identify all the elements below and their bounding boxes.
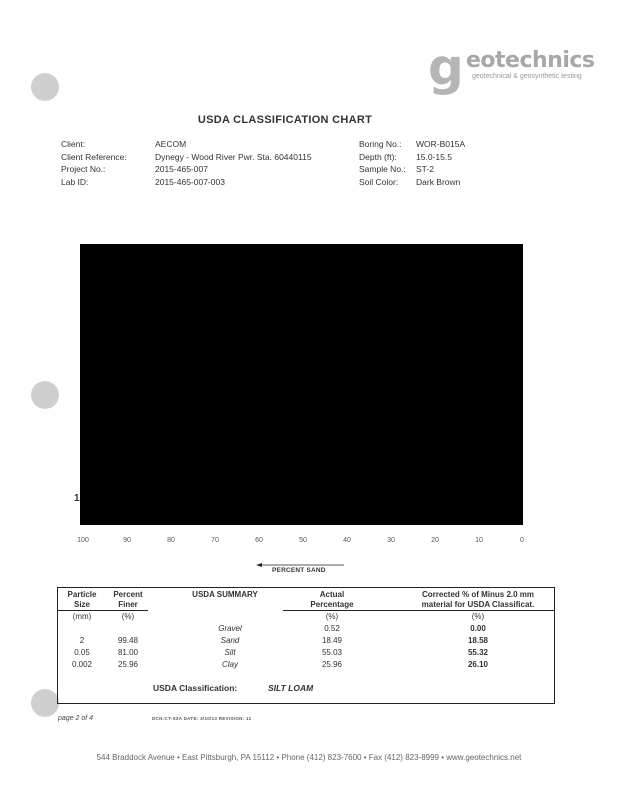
x-tick: 40 xyxy=(343,537,351,544)
hdr-percent-unit: (%) xyxy=(121,612,135,621)
info-label: Lab ID: xyxy=(61,176,89,187)
info-right-labels xyxy=(359,138,406,188)
info-label: Client: xyxy=(61,139,86,149)
hdr-actual-unit: (%) xyxy=(325,612,339,621)
x-tick: 90 xyxy=(123,537,131,544)
hdr-particle: Particle xyxy=(67,590,97,599)
x-tick: 20 xyxy=(431,537,439,544)
row-actual: 55.03 xyxy=(321,648,343,657)
logo-letter: g xyxy=(428,38,464,96)
row-size: 0.002 xyxy=(71,660,93,669)
info-value: 2015-465-007 xyxy=(155,164,208,174)
row-finer: 81.00 xyxy=(117,648,139,657)
row-corrected: 18.58 xyxy=(467,636,489,645)
geotechnics-logo xyxy=(428,38,595,102)
hdr-particle: Size xyxy=(73,600,90,609)
row-actual: 18.49 xyxy=(321,636,343,645)
hdr-percent: Finer xyxy=(118,600,138,609)
x-tick: 70 xyxy=(211,537,219,544)
footer-contact: 544 Braddock Avenue • East Pittsburgh, PA 15112 • Phone (412) 823-7600 • Fax (412) 823-8999 • www.geotechnics.net xyxy=(96,753,522,762)
row-size: 0.05 xyxy=(74,648,90,657)
x-tick: 30 xyxy=(387,537,395,544)
info-label: Boring No.: xyxy=(359,139,402,149)
hdr-usda-summary: USDA SUMMARY xyxy=(192,590,258,599)
usda-ternary-chart xyxy=(80,244,523,525)
x-axis-label: PERCENT SAND xyxy=(272,567,326,574)
x-tick: 50 xyxy=(299,537,307,544)
document-code: DCN:CT-S3A DATE: 3/10/13 REVISION: 11 xyxy=(152,716,252,721)
hole-punch-bottom xyxy=(31,689,59,717)
row-corrected: 0.00 xyxy=(470,624,486,633)
info-left-values xyxy=(155,138,312,188)
info-label: Depth (ft): xyxy=(359,151,397,162)
x-tick: 0 xyxy=(520,537,524,544)
classification-value: SILT LOAM xyxy=(268,683,314,693)
hole-punch-top xyxy=(31,73,59,101)
row-actual: 25.96 xyxy=(321,660,343,669)
row-actual: 0.52 xyxy=(324,624,340,633)
page-number: page 2 of 4 xyxy=(58,715,94,722)
classification-label: USDA Classification: xyxy=(153,683,238,693)
x-tick: 80 xyxy=(167,537,175,544)
logo-tagline: geotechnical & geosynthetic testing xyxy=(472,73,582,80)
page-title: USDA CLASSIFICATION CHART xyxy=(197,114,373,126)
header-divider xyxy=(57,610,148,611)
row-size: 2 xyxy=(79,636,85,645)
info-value: AECOM xyxy=(155,139,187,149)
hdr-particle-unit: (mm) xyxy=(72,612,92,621)
info-label: Sample No.: xyxy=(359,164,406,174)
row-name: Clay xyxy=(221,660,238,669)
info-left-labels xyxy=(61,138,127,188)
info-value: Dynegy - Wood River Pwr. Sta. 60440115 xyxy=(155,151,312,162)
row-name: Silt xyxy=(224,648,236,657)
info-label: Project No.: xyxy=(61,164,106,174)
row-name: Gravel xyxy=(218,624,242,633)
hdr-corrected: Corrected % of Minus 2.0 mm xyxy=(421,590,535,599)
hole-punch-middle xyxy=(31,381,59,409)
hdr-actual: Percentage xyxy=(310,600,354,609)
chart-side-mark: 1 xyxy=(74,493,80,504)
hdr-percent: Percent xyxy=(113,590,143,599)
x-tick: 100 xyxy=(77,537,89,544)
info-value: Dark Brown xyxy=(416,176,461,187)
row-finer: 99.48 xyxy=(117,636,139,645)
row-corrected: 55.32 xyxy=(467,648,489,657)
hdr-corrected: material for USDA Classificat. xyxy=(421,600,535,609)
x-tick: 60 xyxy=(255,537,263,544)
info-value: ST-2 xyxy=(416,164,434,174)
info-value: 15.0-15.5 xyxy=(416,151,452,162)
info-label: Client Reference: xyxy=(61,151,127,162)
info-label: Soil Color: xyxy=(359,176,399,187)
header-divider xyxy=(283,610,555,611)
info-value: WOR-B015A xyxy=(416,139,466,149)
row-finer: 25.96 xyxy=(117,660,139,669)
x-tick: 10 xyxy=(475,537,483,544)
row-corrected: 26.10 xyxy=(467,660,489,669)
logo-word: eotechnics xyxy=(466,48,595,73)
row-name: Sand xyxy=(220,636,240,645)
info-value: 2015-465-007-003 xyxy=(155,176,225,187)
hdr-corrected-unit: (%) xyxy=(471,612,485,621)
info-right-values xyxy=(416,138,465,188)
hdr-actual: Actual xyxy=(319,590,345,599)
